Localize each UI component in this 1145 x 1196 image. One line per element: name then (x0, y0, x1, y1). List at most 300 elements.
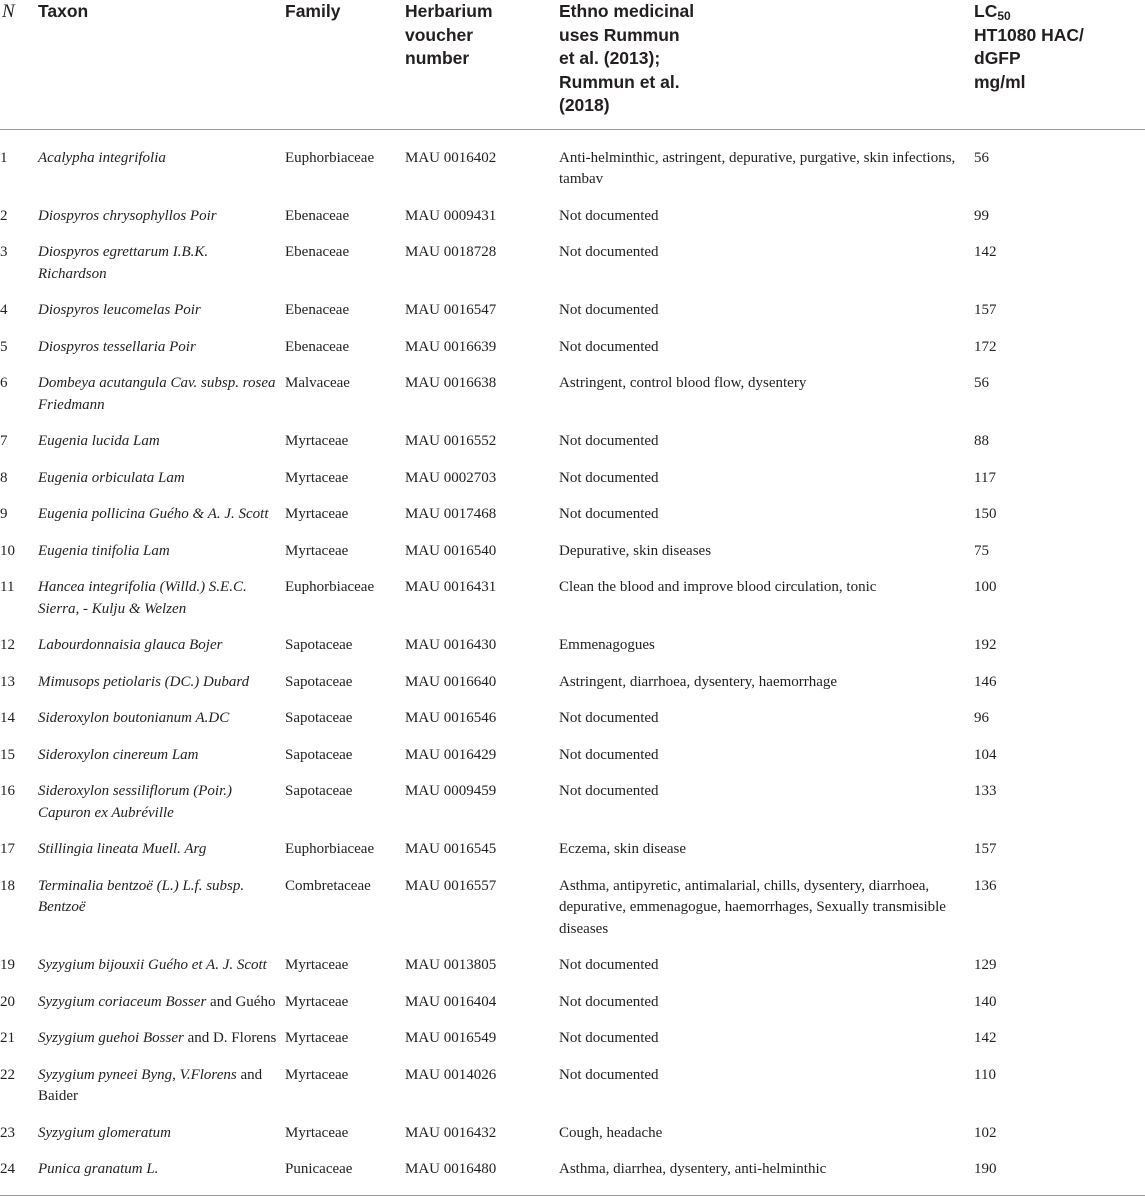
table-row (0, 766, 1145, 824)
family-cell (283, 1013, 403, 1050)
lc50-cell-text: 192 (974, 637, 997, 653)
lc50-cell (972, 1108, 1145, 1145)
family-cell (283, 657, 403, 694)
taxon-cell-text: Mimusops petiolaris (DC.) Dubard (38, 673, 250, 690)
ethno-uses-cell (557, 657, 972, 694)
voucher-cell (403, 1013, 557, 1050)
row-number-cell-text: 8 (0, 469, 8, 486)
family-cell-text: Ebenaceae (285, 338, 350, 355)
voucher-cell-text: MAU 0016430 (405, 637, 497, 653)
ethno-uses-cell (557, 824, 972, 861)
voucher-cell-text: MAU 0016640 (405, 673, 497, 690)
taxon-cell (36, 416, 283, 453)
taxon-cell-text: Punica granatum L. (38, 1161, 159, 1177)
ethno-uses-cell-text: Not documented (559, 338, 659, 355)
lc50-cell-text: 56 (974, 149, 989, 166)
family-cell (283, 453, 403, 490)
table-row (0, 416, 1145, 453)
voucher-cell (403, 766, 557, 824)
family-cell-text: Myrtaceae (285, 433, 349, 449)
table-row (0, 129, 1145, 191)
voucher-cell (403, 416, 557, 453)
voucher-cell (403, 861, 557, 941)
ethno-uses-cell-text: Not documented (559, 993, 659, 1010)
table-row (0, 562, 1145, 620)
lc50-cell-text: 133 (974, 783, 997, 799)
family-cell (283, 861, 403, 941)
family-cell-text: Myrtaceae (285, 1030, 349, 1046)
taxon-cell (36, 861, 283, 941)
header-n-text: N (2, 1, 15, 22)
header-voucher-line: voucher (405, 24, 474, 45)
table-row (0, 1108, 1145, 1145)
taxon-cell (36, 620, 283, 657)
family-cell-text: Myrtaceae (285, 1066, 349, 1083)
row-number-cell (0, 453, 36, 490)
row-number-cell (0, 285, 36, 322)
ethno-uses-cell (557, 489, 972, 526)
header-taxon (36, 0, 283, 129)
header-row (0, 0, 1145, 129)
lc50-cell-text: 136 (974, 877, 997, 894)
ethno-uses-cell-text: Asthma, antipyretic, antimalarial, chills, dysentery, diarrhoea, depurative, emmenagogue, haemorrhages, Sexually transmisible diseases (559, 877, 946, 937)
lc50-cell (972, 191, 1145, 228)
table-row (0, 1050, 1145, 1108)
row-number-cell-text: 21 (0, 1030, 15, 1046)
row-number-cell (0, 358, 36, 416)
lc50-cell (972, 285, 1145, 322)
lc50-cell-text: 99 (974, 207, 989, 224)
taxon-cell (36, 1013, 283, 1050)
family-cell-text: Ebenaceae (285, 244, 350, 260)
lc50-cell (972, 489, 1145, 526)
family-cell (283, 416, 403, 453)
lc50-cell (972, 453, 1145, 490)
row-number-cell-text: 19 (0, 957, 15, 973)
row-number-cell-text: 10 (0, 542, 15, 559)
row-number-cell-text: 20 (0, 993, 15, 1010)
row-number-cell-text: 24 (0, 1161, 15, 1177)
table-row (0, 824, 1145, 861)
taxon-cell-text: Eugenia lucida Lam (38, 433, 160, 449)
ethno-uses-cell (557, 977, 972, 1014)
ethno-uses-cell-text: Depurative, skin diseases (559, 542, 712, 559)
taxon-cell (36, 1050, 283, 1108)
row-number-cell-text: 2 (0, 207, 8, 224)
family-cell-text: Myrtaceae (285, 1124, 349, 1141)
header-taxon-text: Taxon (38, 1, 89, 21)
voucher-cell (403, 526, 557, 563)
table-body (0, 129, 1145, 1195)
table-row (0, 977, 1145, 1014)
lc50-cell (972, 766, 1145, 824)
row-number-cell (0, 562, 36, 620)
header-family (283, 0, 403, 129)
ethno-uses-cell (557, 730, 972, 767)
table-row (0, 191, 1145, 228)
family-cell (283, 1108, 403, 1145)
ethno-uses-cell (557, 1108, 972, 1145)
voucher-cell-text: MAU 0016480 (405, 1161, 497, 1177)
lc50-cell (972, 562, 1145, 620)
header-ethno-line: et al. (2013); (559, 48, 661, 68)
row-number-cell-text: 5 (0, 338, 8, 355)
voucher-cell (403, 358, 557, 416)
table-row (0, 730, 1145, 767)
lc50-cell (972, 940, 1145, 977)
taxon-cell-text: Diospyros leucomelas Poir (38, 302, 201, 318)
ethno-uses-cell-text: Emmenagogues (559, 637, 655, 653)
ethno-uses-cell-text: Not documented (559, 710, 659, 726)
ethno-uses-cell-text: Cough, headache (559, 1124, 663, 1141)
header-lc50 (972, 0, 1145, 129)
row-number-cell (0, 657, 36, 694)
ethno-uses-cell-text: Not documented (559, 746, 659, 763)
row-number-cell-text: 12 (0, 637, 15, 653)
family-cell-text: Euphorbiaceae (285, 149, 375, 166)
family-cell (283, 191, 403, 228)
ethno-uses-cell (557, 526, 972, 563)
ethno-uses-cell-text: Not documented (559, 469, 659, 486)
family-cell (283, 620, 403, 657)
row-number-cell-text: 14 (0, 710, 15, 726)
ethno-uses-cell (557, 620, 972, 657)
ethno-uses-cell-text: Anti-helminthic, astringent, depurative, purgative, skin infections, tambav (559, 149, 956, 187)
lc50-cell (972, 620, 1145, 657)
header-voucher-line: Herbarium (405, 1, 493, 21)
table-row (0, 1013, 1145, 1050)
voucher-cell (403, 977, 557, 1014)
voucher-cell-text: MAU 0016540 (405, 542, 497, 559)
row-number-cell (0, 1050, 36, 1108)
taxon-suffix-text: and D. Florens (183, 1030, 277, 1046)
family-cell (283, 227, 403, 285)
voucher-cell (403, 285, 557, 322)
voucher-cell (403, 1108, 557, 1145)
ethno-uses-cell (557, 1013, 972, 1050)
taxon-cell (36, 526, 283, 563)
row-number-cell-text: 9 (0, 506, 8, 522)
family-cell (283, 1144, 403, 1195)
ethno-uses-cell-text: Not documented (559, 506, 659, 522)
ethno-uses-cell-text: Astringent, diarrhoea, dysentery, haemorrhage (559, 673, 838, 690)
taxon-cell (36, 562, 283, 620)
ethno-uses-cell (557, 227, 972, 285)
table-row (0, 693, 1145, 730)
row-number-cell (0, 693, 36, 730)
taxon-cell (36, 453, 283, 490)
lc50-cell (972, 322, 1145, 359)
voucher-cell (403, 824, 557, 861)
row-number-cell-text: 13 (0, 673, 15, 690)
taxon-cell-text: Acalypha integrifolia (38, 149, 166, 166)
row-number-cell (0, 824, 36, 861)
taxon-cell-text: Labourdonnaisia glauca Bojer (38, 637, 223, 653)
taxon-cell-text: Syzygium pyneei Byng, V.Florens (38, 1066, 237, 1083)
table-row (0, 285, 1145, 322)
taxon-cell (36, 693, 283, 730)
family-cell-text: Sapotaceae (285, 783, 353, 799)
table-row (0, 227, 1145, 285)
header-ethno-line: uses Rummun (559, 24, 680, 45)
row-number-cell (0, 1108, 36, 1145)
family-cell-text: Sapotaceae (285, 637, 353, 653)
taxon-cell-text: Syzygium coriaceum Bosser (38, 993, 207, 1010)
ethno-uses-cell (557, 766, 972, 824)
row-number-cell-text: 17 (0, 841, 15, 857)
header-lc-subscript: 50 (997, 9, 1011, 23)
row-number-cell-text: 23 (0, 1124, 15, 1141)
row-number-cell (0, 416, 36, 453)
row-number-cell (0, 730, 36, 767)
taxon-cell-text: Dombeya acutangula Cav. subsp. rosea Friedmann (38, 375, 276, 413)
row-number-cell-text: 3 (0, 244, 8, 260)
voucher-cell (403, 730, 557, 767)
taxon-cell-text: Syzygium glomeratum (38, 1124, 171, 1141)
lc50-cell (972, 1050, 1145, 1108)
family-cell (283, 730, 403, 767)
ethno-uses-cell-text: Astringent, control blood flow, dysentery (559, 375, 807, 391)
taxon-cell (36, 227, 283, 285)
table-row (0, 1144, 1145, 1195)
table-row (0, 620, 1145, 657)
row-number-cell (0, 940, 36, 977)
family-cell (283, 129, 403, 191)
header-lc-line: dGFP (974, 48, 1021, 68)
row-number-cell (0, 489, 36, 526)
ethno-uses-cell-text: Clean the blood and improve blood circulation, tonic (559, 579, 877, 595)
row-number-cell-text: 6 (0, 375, 8, 391)
header-voucher (403, 0, 557, 129)
taxon-cell-text: Diospyros chrysophyllos Poir (38, 207, 217, 224)
taxon-cell-text: Syzygium guehoi Bosser (38, 1030, 184, 1046)
lc50-cell (972, 977, 1145, 1014)
table-row (0, 489, 1145, 526)
row-number-cell (0, 191, 36, 228)
lc50-cell-text: 100 (974, 579, 997, 595)
family-cell-text: Euphorbiaceae (285, 841, 375, 857)
lc50-cell (972, 693, 1145, 730)
taxon-cell-text: Eugenia orbiculata Lam (38, 469, 185, 486)
family-cell-text: Myrtaceae (285, 506, 349, 522)
family-cell (283, 766, 403, 824)
ethno-uses-cell (557, 453, 972, 490)
row-number-cell (0, 620, 36, 657)
taxon-cell-text: Sideroxylon boutonianum A.DC (38, 710, 230, 726)
row-number-cell (0, 1144, 36, 1195)
ethno-uses-cell (557, 285, 972, 322)
voucher-cell-text: MAU 0013805 (405, 957, 497, 973)
lc50-cell (972, 657, 1145, 694)
voucher-cell (403, 129, 557, 191)
taxon-cell-text: Diospyros egrettarum I.B.K. Richardson (38, 244, 209, 282)
taxon-cell (36, 322, 283, 359)
ethno-uses-cell-text: Not documented (559, 244, 659, 260)
voucher-cell (403, 227, 557, 285)
voucher-cell-text: MAU 0002703 (405, 469, 497, 486)
family-cell-text: Myrtaceae (285, 993, 349, 1010)
ethno-uses-cell-text: Not documented (559, 783, 659, 799)
row-number-cell-text: 22 (0, 1066, 15, 1083)
row-number-cell-text: 18 (0, 877, 15, 894)
voucher-cell (403, 1050, 557, 1108)
voucher-cell-text: MAU 0016552 (405, 433, 497, 449)
family-cell-text: Myrtaceae (285, 957, 349, 973)
voucher-cell (403, 940, 557, 977)
table-row (0, 453, 1145, 490)
row-number-cell (0, 322, 36, 359)
taxon-cell-text: Eugenia tinifolia Lam (38, 542, 170, 559)
voucher-cell-text: MAU 0016545 (405, 841, 497, 857)
voucher-cell (403, 562, 557, 620)
lc50-cell (972, 358, 1145, 416)
row-number-cell (0, 977, 36, 1014)
taxon-cell (36, 489, 283, 526)
family-cell-text: Sapotaceae (285, 710, 353, 726)
row-number-cell-text: 4 (0, 302, 8, 318)
lc50-cell-text: 157 (974, 841, 997, 857)
voucher-cell-text: MAU 0009459 (405, 783, 497, 799)
header-n (0, 0, 36, 129)
ethno-uses-cell (557, 358, 972, 416)
lc50-cell-text: 129 (974, 957, 997, 973)
family-cell (283, 358, 403, 416)
row-number-cell-text: 1 (0, 149, 8, 166)
family-cell-text: Euphorbiaceae (285, 579, 375, 595)
voucher-cell-text: MAU 0016638 (405, 375, 497, 391)
header-lc-main: LC (974, 1, 998, 21)
voucher-cell-text: MAU 0016639 (405, 338, 497, 355)
ethno-uses-cell-text: Not documented (559, 433, 659, 449)
voucher-cell (403, 657, 557, 694)
taxon-cell (36, 191, 283, 228)
lc50-cell (972, 1144, 1145, 1195)
row-number-cell (0, 766, 36, 824)
row-number-cell-text: 16 (0, 783, 15, 799)
ethno-uses-cell (557, 562, 972, 620)
ethno-uses-cell (557, 1050, 972, 1108)
header-lc-line: mg/ml (974, 71, 1026, 92)
header-voucher-line: number (405, 48, 470, 68)
taxon-cell (36, 285, 283, 322)
lc50-cell-text: 190 (974, 1161, 997, 1177)
taxon-cell (36, 1108, 283, 1145)
lc50-cell (972, 129, 1145, 191)
row-number-cell (0, 129, 36, 191)
ethno-uses-cell (557, 940, 972, 977)
ethno-uses-cell (557, 129, 972, 191)
row-number-cell (0, 861, 36, 941)
taxon-cell (36, 657, 283, 694)
family-cell (283, 285, 403, 322)
header-ethno-line: Ethno medicinal (559, 1, 695, 21)
family-cell (283, 824, 403, 861)
taxon-suffix-text: and Baider (38, 1066, 263, 1104)
voucher-cell (403, 453, 557, 490)
taxon-cell (36, 977, 283, 1014)
lc50-cell-text: 172 (974, 338, 997, 355)
voucher-cell-text: MAU 0016549 (405, 1030, 497, 1046)
taxon-cell (36, 824, 283, 861)
family-cell (283, 1050, 403, 1108)
ethno-uses-cell (557, 322, 972, 359)
ethno-uses-cell (557, 861, 972, 941)
ethno-uses-cell-text: Not documented (559, 302, 659, 318)
row-number-cell (0, 526, 36, 563)
table-row (0, 657, 1145, 694)
voucher-cell (403, 693, 557, 730)
lc50-cell-text: 75 (974, 542, 989, 559)
voucher-cell-text: MAU 0016402 (405, 149, 497, 166)
taxon-cell-text: Sideroxylon sessiliflorum (Poir.) Capuron ex Aubréville (38, 783, 233, 821)
family-cell-text: Malvaceae (285, 375, 350, 391)
ethno-uses-cell-text: Eczema, skin disease (559, 841, 687, 857)
ethno-uses-cell (557, 416, 972, 453)
row-number-cell-text: 11 (0, 579, 15, 595)
taxon-cell-text: Stillingia lineata Muell. Arg (38, 841, 207, 857)
family-cell (283, 940, 403, 977)
voucher-cell-text: MAU 0016557 (405, 877, 497, 894)
lc50-cell (972, 526, 1145, 563)
family-cell-text: Combretaceae (285, 877, 371, 894)
lc50-cell-text: 146 (974, 673, 997, 690)
family-cell-text: Ebenaceae (285, 302, 350, 318)
table-row (0, 940, 1145, 977)
lc50-cell-text: 157 (974, 302, 997, 318)
row-number-cell-text: 7 (0, 433, 8, 449)
family-cell-text: Punicaceae (285, 1161, 353, 1177)
voucher-cell-text: MAU 0016429 (405, 746, 497, 763)
lc50-cell-text: 96 (974, 710, 989, 726)
ethno-uses-cell (557, 191, 972, 228)
lc50-cell-text: 110 (974, 1066, 996, 1083)
voucher-cell-text: MAU 0009431 (405, 207, 497, 224)
family-cell-text: Myrtaceae (285, 542, 349, 559)
voucher-cell (403, 489, 557, 526)
lc50-cell-text: 142 (974, 244, 997, 260)
taxon-cell (36, 129, 283, 191)
taxon-cell (36, 766, 283, 824)
family-cell-text: Sapotaceae (285, 746, 353, 763)
header-ethno-line: (2018) (559, 95, 610, 115)
voucher-cell-text: MAU 0016432 (405, 1124, 497, 1141)
taxon-cell-text: Terminalia bentzoë (L.) L.f. subsp. Bentzoë (38, 877, 245, 915)
ethno-uses-cell-text: Not documented (559, 1066, 659, 1083)
table-row (0, 358, 1145, 416)
header-ethno-uses (557, 0, 972, 129)
table-row (0, 322, 1145, 359)
lc50-cell-text: 117 (974, 469, 996, 486)
voucher-cell-text: MAU 0016431 (405, 579, 497, 595)
lc50-cell (972, 416, 1145, 453)
family-cell (283, 977, 403, 1014)
family-cell (283, 322, 403, 359)
lc50-cell-text: 150 (974, 506, 997, 522)
ethno-uses-cell-text: Asthma, diarrhea, dysentery, anti-helminthic (559, 1161, 827, 1177)
lc50-cell-text: 56 (974, 375, 989, 391)
lc50-cell (972, 227, 1145, 285)
lc50-cell (972, 824, 1145, 861)
family-cell (283, 693, 403, 730)
lc50-cell-text: 104 (974, 746, 997, 763)
taxon-cell (36, 940, 283, 977)
voucher-cell-text: MAU 0017468 (405, 506, 497, 522)
family-cell-text: Myrtaceae (285, 469, 349, 486)
table-row (0, 526, 1145, 563)
lc50-cell-text: 142 (974, 1030, 997, 1046)
row-number-cell-text: 15 (0, 746, 15, 763)
lc50-cell-text: 88 (974, 433, 989, 449)
